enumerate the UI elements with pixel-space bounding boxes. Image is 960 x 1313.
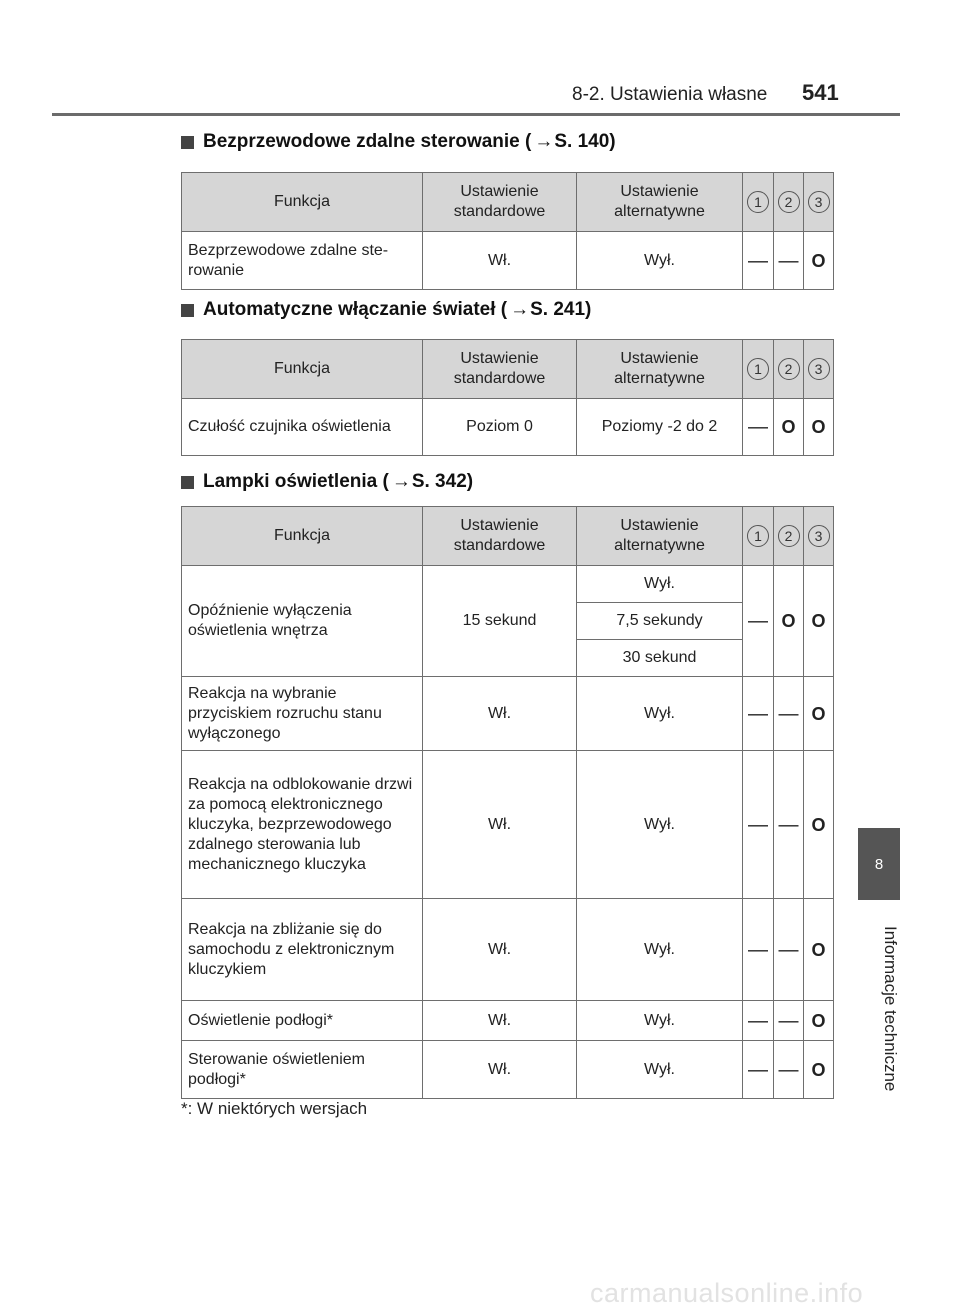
mark-1: — — [743, 232, 774, 290]
page-reference[interactable]: S. 140) — [554, 131, 616, 152]
mark-2: O — [774, 566, 804, 677]
mark-2: — — [774, 751, 804, 899]
table-row — [182, 751, 834, 899]
function-cell: Reakcja na wybranie przyciskiem rozruchu stanu wyłączonego — [182, 677, 423, 751]
square-bullet-icon — [181, 476, 194, 489]
settings-table-remote — [181, 172, 834, 290]
standard-cell: Wł. — [423, 677, 577, 751]
settings-table-lights — [181, 339, 834, 456]
section-heading-remote — [181, 131, 616, 153]
function-cell: Reakcja na zbliżanie się do samochodu z elektronicznym kluczykiem — [182, 899, 423, 1001]
standard-cell: Wł. — [423, 751, 577, 899]
circled-number-2: 2 — [778, 358, 800, 380]
header-col-1 — [743, 340, 774, 399]
mark-3: O — [804, 566, 834, 677]
mark-1: — — [743, 899, 774, 1001]
mark-3: O — [804, 899, 834, 1001]
circled-number-2: 2 — [778, 525, 800, 547]
heading-title: Lampki oświetlenia ( — [203, 471, 389, 492]
table-header-row — [182, 507, 834, 566]
header-function: Funkcja — [182, 340, 423, 399]
header-standard: Ustawienie standardowe — [423, 340, 577, 399]
chapter-number: 8 — [874, 855, 884, 873]
mark-2: O — [774, 399, 804, 456]
header-col-3 — [804, 173, 834, 232]
header-col-3 — [804, 507, 834, 566]
table-header-row — [182, 173, 834, 232]
mark-3: O — [804, 677, 834, 751]
header-function: Funkcja — [182, 173, 423, 232]
mark-1: — — [743, 751, 774, 899]
mark-2: — — [774, 1041, 804, 1099]
table-row — [182, 566, 834, 603]
mark-2: — — [774, 677, 804, 751]
page-reference[interactable]: S. 342) — [411, 471, 474, 492]
header-col-3 — [804, 340, 834, 399]
circled-number-2: 2 — [778, 191, 800, 213]
alternative-cell: Wył. — [577, 899, 743, 1001]
chapter-label: Informacje techniczne — [881, 926, 900, 1092]
heading-title: Bezprzewodowe zdalne sterowanie ( — [203, 131, 532, 152]
standard-cell: 15 sekund — [423, 566, 577, 677]
circled-number-1: 1 — [747, 358, 769, 380]
header-col-2 — [774, 340, 804, 399]
function-cell: Sterowanie oświetleniem podłogi* — [182, 1041, 423, 1099]
page-number: 541 — [802, 80, 839, 105]
page-reference[interactable]: S. 241) — [530, 299, 592, 320]
circled-number-3: 3 — [808, 358, 830, 380]
page-header — [0, 0, 960, 120]
standard-cell: Wł. — [423, 232, 577, 290]
header-col-1 — [743, 173, 774, 232]
alternative-cell: Wył. — [577, 677, 743, 751]
header-col-1 — [743, 507, 774, 566]
table-row — [182, 1001, 834, 1041]
header-function: Funkcja — [182, 507, 423, 566]
header-standard: Ustawienie standardowe — [423, 507, 577, 566]
mark-1: — — [743, 1001, 774, 1041]
mark-3: O — [804, 399, 834, 456]
mark-3: O — [804, 232, 834, 290]
header-alternative: Ustawienie alternatywne — [577, 340, 743, 399]
header-standard: Ustawienie standardowe — [423, 173, 577, 232]
function-cell: Bezprzewodowe zdalne ste-rowanie — [182, 232, 423, 290]
circled-number-1: 1 — [747, 191, 769, 213]
mark-1: — — [743, 1041, 774, 1099]
chapter-tab — [858, 828, 900, 900]
table-row — [182, 232, 834, 290]
mark-3: O — [804, 751, 834, 899]
heading-title: Automatyczne włączanie świateł ( — [203, 299, 508, 320]
alternative-cell: 7,5 sekundy — [577, 603, 743, 640]
section-title: 8-2. Ustawienia własne — [572, 84, 768, 105]
alternative-cell: 30 sekund — [577, 640, 743, 677]
section-heading-lights — [181, 299, 591, 321]
alternative-cell: Wył. — [577, 232, 743, 290]
alternative-cell: Wył. — [577, 751, 743, 899]
header-rule — [52, 113, 900, 116]
mark-1: — — [743, 566, 774, 677]
alternative-cell: Wył. — [577, 566, 743, 603]
alternative-cell: Wył. — [577, 1001, 743, 1041]
header-alternative: Ustawienie alternatywne — [577, 173, 743, 232]
table-row — [182, 1041, 834, 1099]
header-col-2 — [774, 507, 804, 566]
standard-cell: Wł. — [423, 899, 577, 1001]
table-row — [182, 899, 834, 1001]
arrow-right-icon: → — [510, 299, 530, 320]
mark-3: O — [804, 1001, 834, 1041]
footnote: *: W niektórych wersjach — [181, 1099, 368, 1118]
table-row — [182, 399, 834, 456]
arrow-right-icon: → — [391, 471, 411, 492]
settings-table-lamps — [181, 506, 834, 1099]
arrow-right-icon: → — [534, 131, 554, 152]
standard-cell: Wł. — [423, 1041, 577, 1099]
standard-cell: Poziom 0 — [423, 399, 577, 456]
mark-3: O — [804, 1041, 834, 1099]
watermark: carmanualsonline.info — [590, 1278, 864, 1308]
circled-number-3: 3 — [808, 191, 830, 213]
alternative-cell: Wył. — [577, 1041, 743, 1099]
mark-2: — — [774, 1001, 804, 1041]
function-cell: Reakcja na odblokowanie drzwi za pomocą elektronicznego kluczyka, bezprzewodowego zdalnego sterowania lub mechanicznego kluczyka — [182, 751, 423, 899]
function-cell: Czułość czujnika oświetlenia — [182, 399, 423, 456]
function-cell: Opóźnienie wyłączenia oświetlenia wnętrza — [182, 566, 423, 677]
standard-cell: Wł. — [423, 1001, 577, 1041]
header-alternative: Ustawienie alternatywne — [577, 507, 743, 566]
alternative-cell: Poziomy -2 do 2 — [577, 399, 743, 456]
mark-2: — — [774, 899, 804, 1001]
table-row — [182, 677, 834, 751]
square-bullet-icon — [181, 136, 194, 149]
mark-1: — — [743, 399, 774, 456]
function-cell: Oświetlenie podłogi* — [182, 1001, 423, 1041]
square-bullet-icon — [181, 304, 194, 317]
mark-1: — — [743, 677, 774, 751]
circled-number-1: 1 — [747, 525, 769, 547]
section-heading-lamps — [181, 471, 473, 493]
circled-number-3: 3 — [808, 525, 830, 547]
mark-2: — — [774, 232, 804, 290]
table-header-row — [182, 340, 834, 399]
header-col-2 — [774, 173, 804, 232]
